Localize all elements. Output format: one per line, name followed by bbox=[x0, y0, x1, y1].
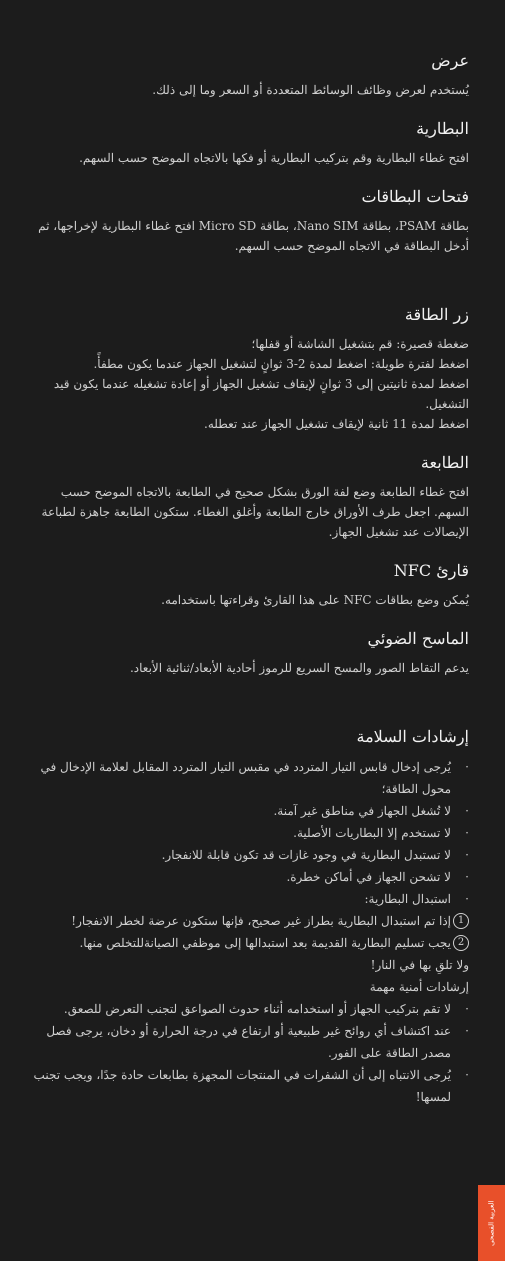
list-item: · لا تستخدم إلا البطاريات الأصلية. bbox=[30, 822, 469, 844]
section-title: إرشادات السلامة bbox=[356, 727, 469, 746]
section-body: يُمكن وضع بطاقات NFC على هذا القارئ وقراءتها باستخدامه. bbox=[161, 593, 469, 607]
section-title: الطابعة bbox=[420, 453, 469, 472]
numbered-item-text: إذا تم استبدال البطارية بطراز غير صحيح، فإنها ستكون عرضة لخطر الانفجار! bbox=[71, 914, 451, 928]
list-item: · استبدال البطارية: bbox=[30, 888, 469, 910]
section-body: بطاقة PSAM، بطاقة Nano SIM، بطاقة Micro SD افتح غطاء البطارية لإخراجها، ثم أدخل البطاقة في الاتجاه الموضح حسب السهم. bbox=[38, 219, 469, 253]
section-battery bbox=[30, 116, 469, 168]
section-card-slots bbox=[30, 184, 469, 256]
bullet-icon: · bbox=[465, 760, 469, 774]
power-line: اضغط لمدة 11 ثانية لإيقاف تشغيل الجهاز عند تعطله. bbox=[204, 417, 469, 431]
numbered-item bbox=[30, 932, 469, 954]
bullet-icon: · bbox=[465, 1002, 469, 1016]
list-item: · لا تشحن الجهاز في أماكن خطرة. bbox=[30, 866, 469, 888]
section-nfc bbox=[30, 558, 469, 610]
numbered-item bbox=[30, 910, 469, 932]
bullet-icon: · bbox=[465, 1068, 469, 1082]
section-title: عرض bbox=[431, 51, 469, 70]
section-body: يدعم التقاط الصور والمسح السريع للرموز أحادية الأبعاد/ثنائية الأبعاد. bbox=[129, 661, 469, 675]
list-item: · يُرجى الانتباه إلى أن الشفرات في المنتجات المجهزة بطابعات حادة جدًا، ويجب تجنب لمسها! bbox=[30, 1064, 469, 1108]
list-item: · لا تستبدل البطارية في وجود غازات قد تكون قابلة للانفجار. bbox=[30, 844, 469, 866]
section-title: البطارية bbox=[416, 119, 469, 138]
section-title: الماسح الضوئي bbox=[367, 629, 469, 648]
list-item: · عند اكتشاف أي روائح غير طبيعية أو ارتفاع في درجة الحرارة أو دخان، يرجى فصل مصدر الطاقة على الفور. bbox=[30, 1020, 469, 1064]
bullet-icon: · bbox=[465, 892, 469, 906]
list-item: · يُرجى إدخال قابس التيار المتردد في مقبس التيار المتردد المقابل لعلامة الإدخال في محول الطاقة؛ bbox=[30, 756, 469, 800]
power-line: اضغط لفترة طويلة: اضغط لمدة 2-3 ثوانٍ لتشغيل الجهاز عندما يكون مطفأً. bbox=[93, 357, 469, 371]
bullet-icon: · bbox=[465, 826, 469, 840]
numbered-item-text: يجب تسليم البطارية القديمة بعد استبدالها إلى موظفي الصيانةللتخلص منها. bbox=[79, 936, 451, 950]
safety-subheading: إرشادات أمنية مهمة bbox=[369, 980, 469, 994]
bullet-icon: · bbox=[465, 1024, 469, 1038]
section-title: زر الطاقة bbox=[404, 305, 469, 324]
section-body: افتح غطاء الطابعة وضع لفة الورق بشكل صحيح في الطابعة بالاتجاه الموضح حسب السهم. اجعل طرف الأوراق خارج الطابعة وأغلق الغطاء. ستكون الطابعة جاهزة لطباعة الإيصالات عند تشغيل الجهاز. bbox=[41, 485, 469, 539]
safety-bullet-list bbox=[30, 756, 469, 910]
section-power-button bbox=[30, 302, 469, 434]
list-item: · لا تقم بتركيب الجهاز أو استخدامه أثناء حدوث الصواعق لتجنب التعرض للصعق. bbox=[30, 998, 469, 1020]
section-scanner bbox=[30, 626, 469, 678]
section-body: يُستخدم لعرض وظائف الوسائط المتعددة أو السعر وما إلى ذلك. bbox=[152, 83, 469, 97]
bullet-icon: · bbox=[465, 804, 469, 818]
power-line: ضغطة قصيرة: قم بتشغيل الشاشة أو قفلها؛ bbox=[251, 337, 469, 351]
circled-number-icon: 2 bbox=[453, 935, 469, 951]
bullet-icon: · bbox=[465, 870, 469, 884]
numbered-continuation: ولا تلقِ بها في النار! bbox=[370, 958, 469, 972]
section-printer bbox=[30, 450, 469, 542]
section-display bbox=[30, 48, 469, 100]
section-body: افتح غطاء البطارية وقم بتركيب البطارية أو فكها بالاتجاه الموضح حسب السهم. bbox=[79, 151, 469, 165]
bullet-icon: · bbox=[465, 848, 469, 862]
circled-number-icon: 1 bbox=[453, 913, 469, 929]
section-title: فتحات البطاقات bbox=[361, 187, 469, 206]
language-side-tab: العربية الفصحى bbox=[478, 1185, 505, 1261]
safety-bullet-list-2 bbox=[30, 998, 469, 1108]
document-page bbox=[30, 48, 469, 1124]
list-item: · لا تُشغل الجهاز في مناطق غير آمنة. bbox=[30, 800, 469, 822]
section-safety bbox=[30, 724, 469, 1108]
section-title: قارئ NFC bbox=[393, 561, 469, 580]
power-line: اضغط لمدة ثانيتين إلى 3 ثوانٍ لإيقاف تشغيل الجهاز أو إعادة تشغيله عندما يكون قيد التشغيل. bbox=[53, 377, 469, 411]
